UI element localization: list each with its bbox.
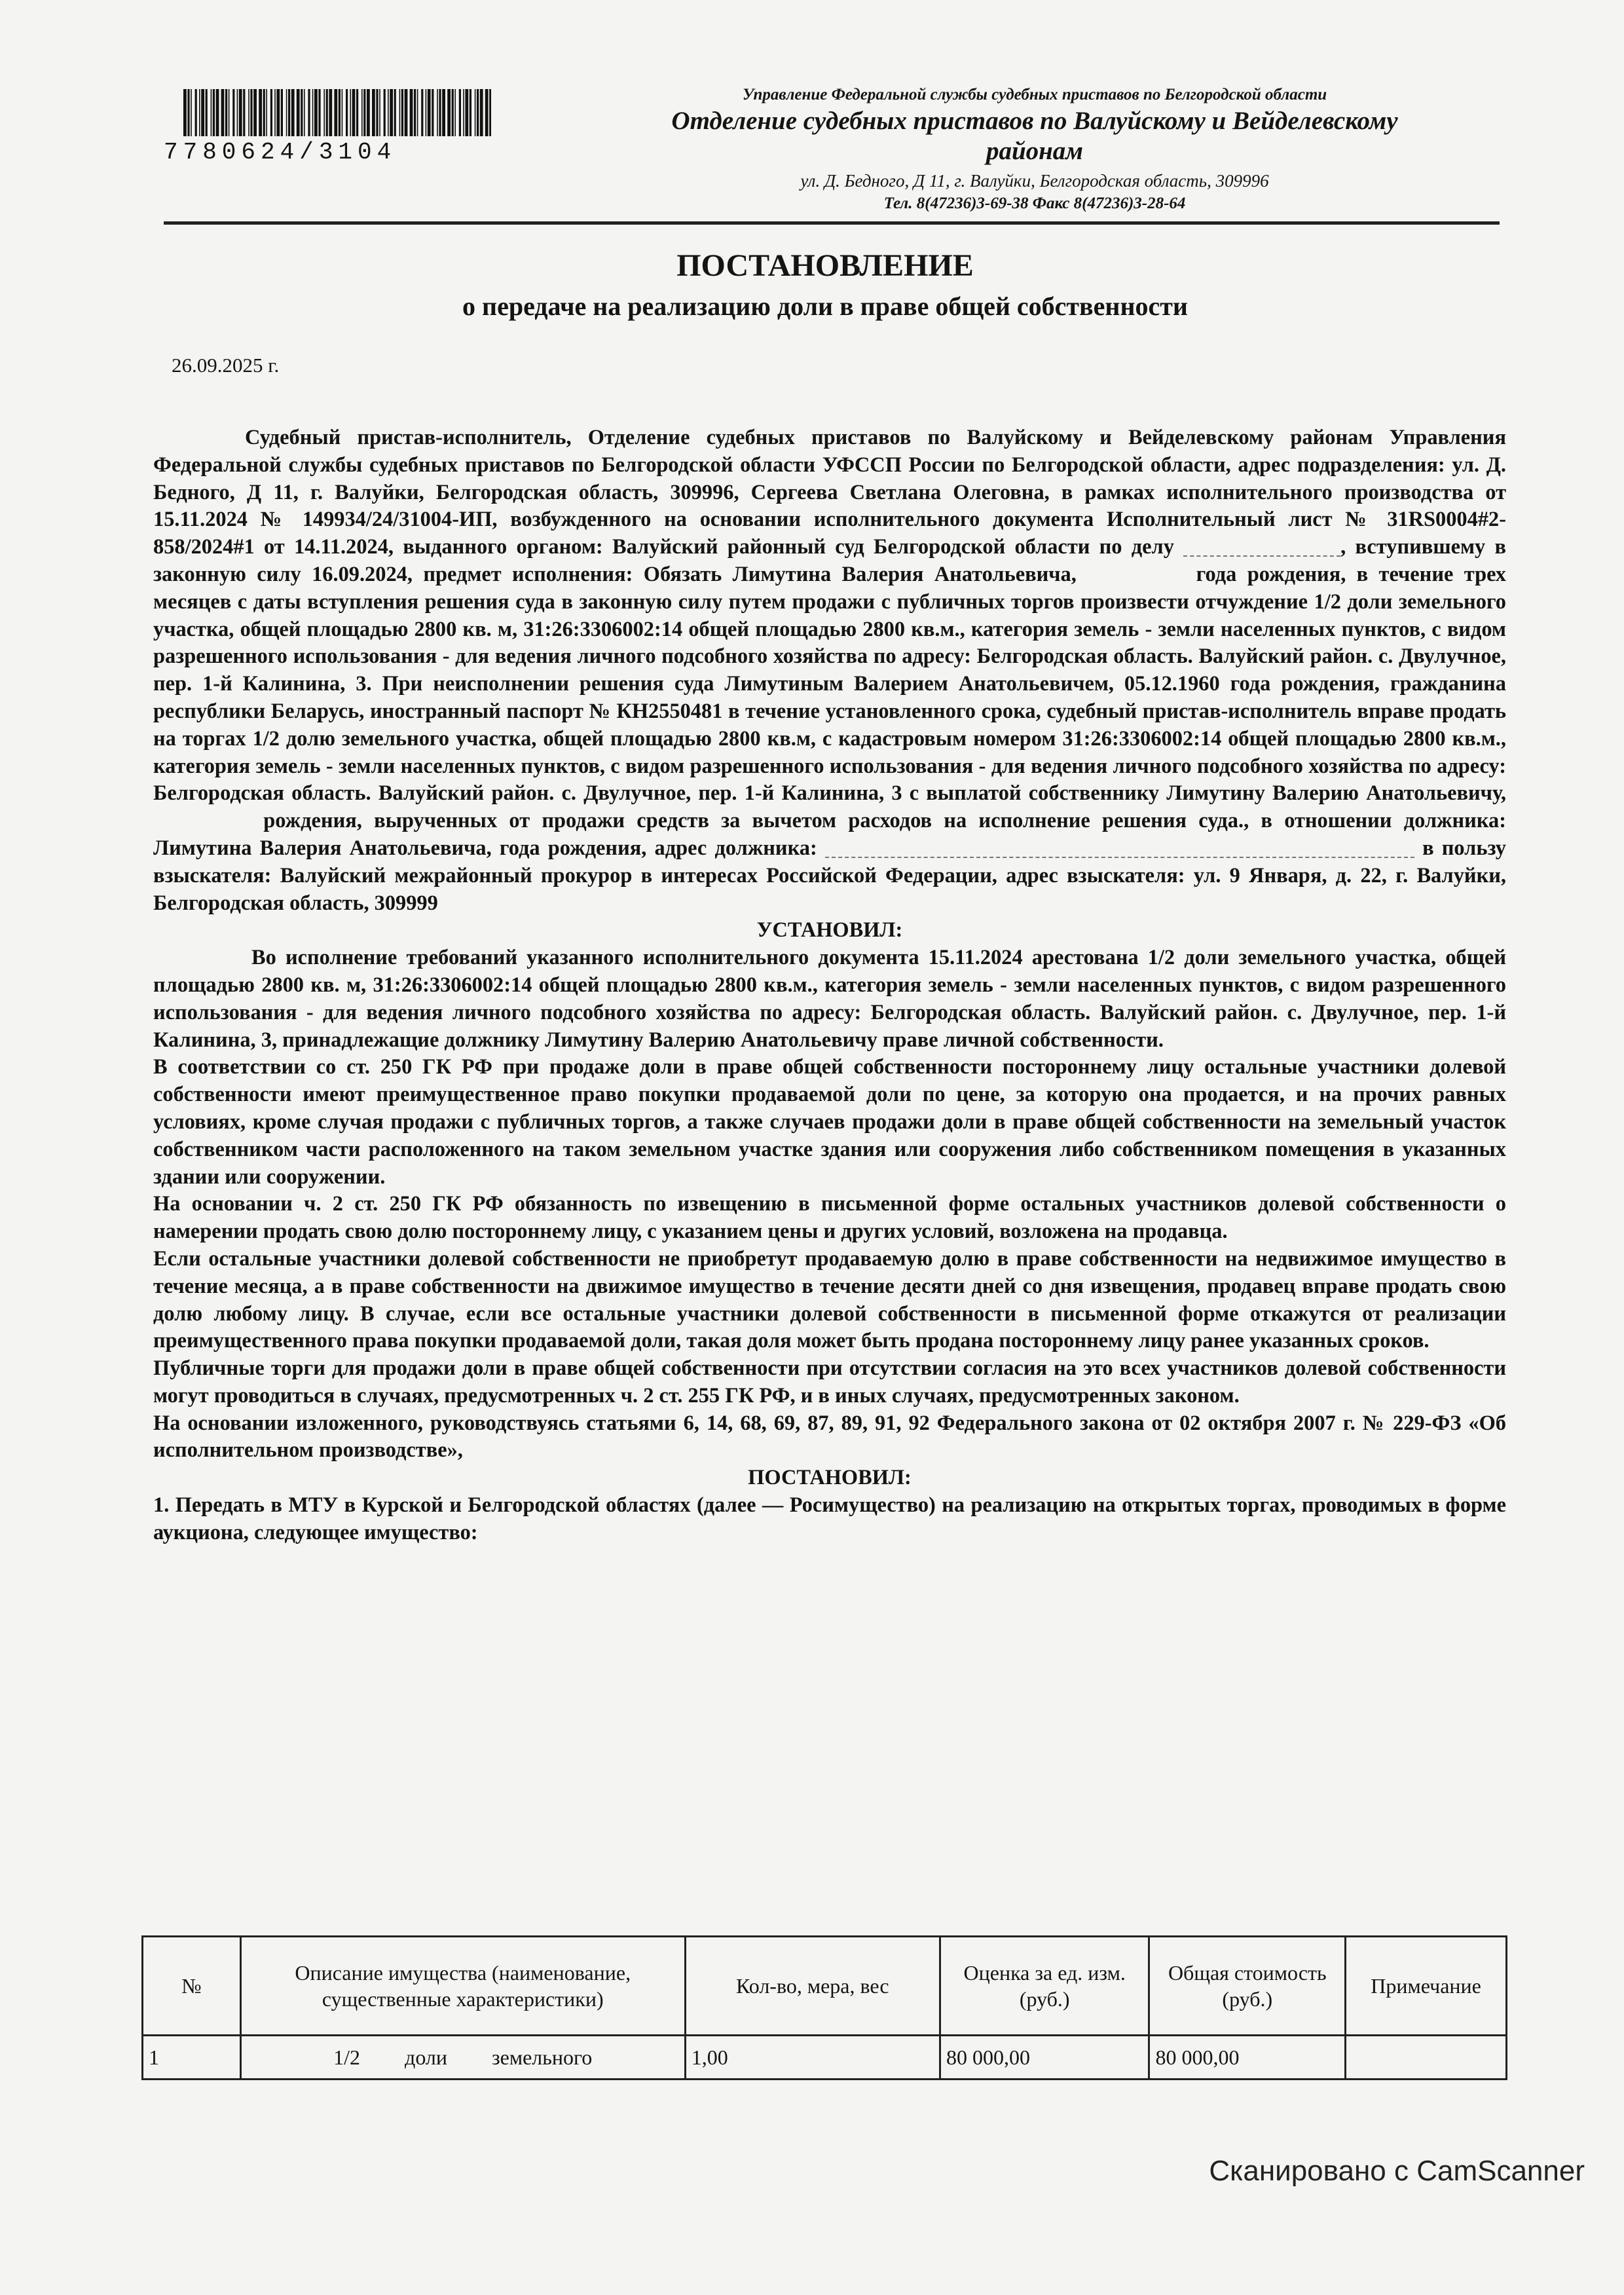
intro-text-2: , вступившему в законную силу 16.09.2024, предмет исполнения: Обязать Лимутина Валерия Анатольевича, [153, 535, 1506, 586]
established-paragraph-3: На основании ч. 2 ст. 250 ГК РФ обязанность по извещению в письменной форме остальных участников долевой собственности о намерении продать свою долю постороннему лицу, с указанием цены и других условий, возложена на продавца. [153, 1192, 1506, 1244]
col-header-quantity: Кол-во, мера, вес [685, 1937, 940, 2036]
established-heading: УСТАНОВИЛ: [756, 918, 903, 942]
document-subtitle: о передаче на реализацию доли в праве общей собственности [462, 291, 1188, 321]
barcode [183, 89, 491, 136]
camscanner-watermark: Сканировано с CamScanner [1209, 2155, 1585, 2187]
col-header-unit-price: Оценка за ед. изм. (руб.) [940, 1937, 1149, 2036]
intro-text-6: в пользу взыскателя: Валуйский межрайонный прокурор в интересах Российской Федерации, адрес взыскателя: ул. 9 Января, д. 22, г. Валуйки, Белгородская область, 309999 [153, 836, 1506, 915]
established-paragraph-2: В соответствии со ст. 250 ГК РФ при продаже доли в праве общей собственности постороннему лицу остальные участники долевой собственности имеют преимущественное право покупки продаваемой доли по цене, за которую она продается, и на прочих равных условиях, кроме случая продажи с публичных торгов, а также случаев продажи доли в праве общей собственности на земельный участок собственником части расположенного на таком земельном участке здания или сооружения либо собственником помещения в указанных здании или сооружении. [153, 1055, 1506, 1189]
agency-address: ул. Д. Бедного, Д 11, г. Валуйки, Белгородская область, 309996 [800, 171, 1269, 191]
cell-total: 80 000,00 [1149, 2036, 1346, 2080]
agency-department-name-cont: районам [986, 137, 1084, 165]
document-title: ПОСТАНОВЛЕНИЕ [676, 248, 974, 283]
intro-paragraph [153, 424, 1506, 917]
document-date: 26.09.2025 г. [172, 354, 280, 377]
header-divider [164, 221, 1500, 225]
redacted-case-number [1183, 541, 1340, 557]
col-header-note: Примечание [1346, 1937, 1507, 2036]
intro-text-1: Судебный пристав-исполнитель, Отделение судебных приставов по Валуйскому и Вейделевскому районам Управления Федеральной службы судебных приставов по Белгородской области УФССП России по Белгородской области, адрес подразделения: ул. Д. Бедного, Д 11, г. Валуйки, Белгородская область, 309996, Сергеева Светлана Олеговна, в рамках исполнительного производства от 15.11.2024 № 149934/24/31004-ИП, возбужденного на основании исполнительного документа Исполнительный лист № 31RS0004#2-858/2024#1 от 14.11.2024, выданного органом: Валуйский районный суд Белгородской области по делу [153, 426, 1506, 559]
decided-paragraph-1: 1. Передать в МТУ в Курской и Белгородской областях (далее — Росимущество) на реализацию на открытых торгах, проводимых в форме аукциона, следующее имущество: [153, 1493, 1506, 1544]
agency-parent-name: Управление Федеральной службы судебных приставов по Белгородской области [742, 86, 1327, 103]
property-table [141, 1935, 1507, 2080]
established-paragraph-6: На основании изложенного, руководствуясь статьями 6, 14, 68, 69, 87, 89, 91, 92 Федерального закона от 02 октября 2007 г. № 229-ФЗ «Об исполнительном производстве», [153, 1411, 1506, 1463]
col-header-number: № [143, 1937, 241, 2036]
established-paragraph-4: Если остальные участники долевой собственности не приобретут продаваемую долю в праве собственности на недвижимое имущество в течение месяца, а в праве собственности на движимое имущество в течение десяти дней со дня извещения, продавец вправе продать свою долю любому лицу. В случае, если все остальные участники долевой собственности в письменной форме откажутся от реализации преимущественного права покупки продаваемой доли, такая доля может быть продана постороннему лицу ранее указанных сроков. [153, 1246, 1506, 1353]
cell-description: 1/2 доли земельного [240, 2036, 685, 2080]
intro-text-4: рождения, вырученных от продажи средств за вычетом расходов на исполнение решения суда., в отношении должника: Лимутина Валерия Анатольевича, [153, 809, 1506, 860]
agency-phone: Тел. 8(47236)3-69-38 Факс 8(47236)3-28-64 [883, 195, 1186, 212]
established-paragraph-5: Публичные торги для продажи доли в праве общей собственности при отсутствии согласия на это всех участников долевой собственности могут проводиться в случаях, предусмотренных ч. 2 ст. 255 ГК РФ, и в иных случаях, предусмотренных законом. [153, 1356, 1506, 1408]
table-row [143, 2036, 1507, 2080]
cell-unit-price: 80 000,00 [940, 2036, 1149, 2080]
cell-number: 1 [143, 2036, 241, 2080]
agency-department-name: Отделение судебных приставов по Валуйскому и Вейделевскому [671, 107, 1398, 135]
redacted-debtor-address [825, 842, 1414, 858]
barcode-number: 7780624/3104 [164, 139, 397, 166]
table-header-row [143, 1937, 1507, 2036]
col-header-total: Общая стоимость (руб.) [1149, 1937, 1346, 2036]
agency-block [563, 84, 1506, 215]
established-paragraph-1: Во исполнение требований указанного исполнительного документа 15.11.2024 арестована 1/2 доли земельного участка, общей площадью 2800 кв. м, 31:26:3306002:14 общей площадью 2800 кв.м., категория земель - земли населенных пунктов, с видом разрешенного использования - для ведения личного подсобного хозяйства по адресу: Белгородская область. Валуйский район. с. Двулучное, пер. 1-й Калинина, 3, принадлежащие должнику Лимутину Валерию Анатольевичу праве личной собственности. [153, 946, 1506, 1052]
document-body [153, 424, 1506, 1547]
document-header [157, 84, 1506, 221]
col-header-description: Описание имущества (наименование, существенные характеристики) [240, 1937, 685, 2036]
decided-heading: ПОСТАНОВИЛ: [748, 1466, 912, 1490]
cell-quantity: 1,00 [685, 2036, 940, 2080]
cell-note [1346, 2036, 1507, 2080]
intro-text-3: года рождения, в течение трех месяцев с даты вступления решения суда в законную силу путем продажи с публичных торгов произвести отчуждение 1/2 доли земельного участка, общей площадью 2800 кв. м, 31:26:3306002:14 общей площадью 2800 кв.м., категория земель - земли населенных пунктов, с видом разрешенного использования - для ведения личного подсобного хозяйства по адресу: Белгородская область. Валуйский район. с. Двулучное, пер. 1-й Калинина, 3. При неисполнении решения суда Лимутиным Валерием Анатольевичем, 05.12.1960 года рождения, гражданина республики Беларусь, иностранный паспорт № КН2550481 в течение установленного срока, судебный пристав-исполнитель вправе продать на торгах 1/2 долю земельного участка, общей площадью 2800 кв.м, с кадастровым номером 31:26:3306002:14 общей площадью 2800 кв.м., категория земель - земли населенных пунктов, с видом разрешенного использования - для ведения личного подсобного хозяйства по адресу: Белгородская область. Валуйский район. с. Двулучное, пер. 1-й Калинина, 3 с выплатой собственнику Лимутину Валерию Анатольевичу, [153, 562, 1507, 806]
intro-text-5: года рождения, адрес должника: [499, 836, 817, 860]
